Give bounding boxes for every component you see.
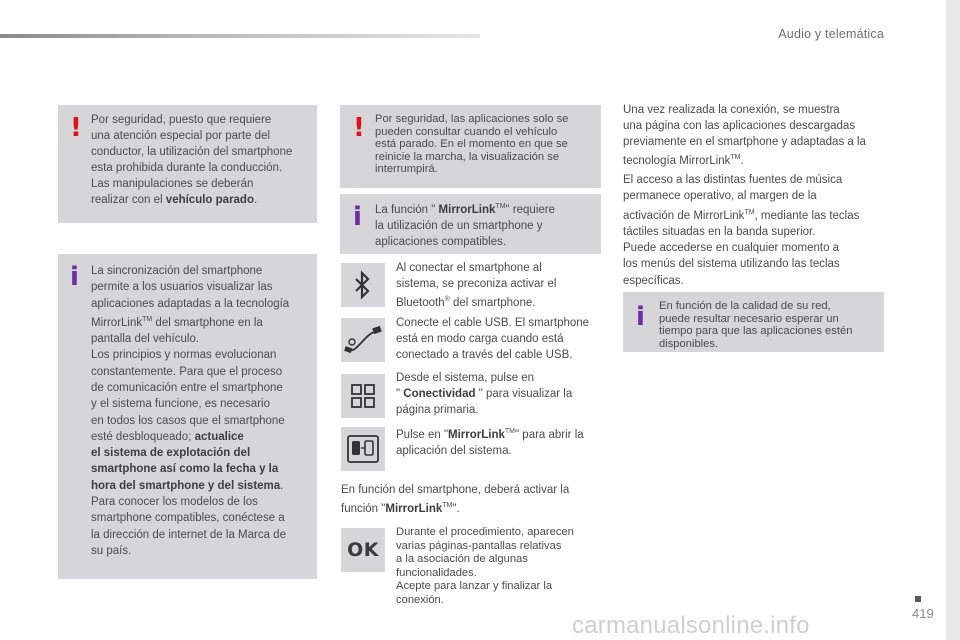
step-bluetooth-text: Al conectar el smartphone al sistema, se preconiza activar el Bluetooth® del smartphone. bbox=[396, 262, 557, 309]
right-paragraph-music: El acceso a las distintas fuentes de música permanece operativo, al margen de la activación de MirrorLink™, mediante las teclas táctiles situadas en la banda superior. Puede accederse en cualquier momento a los menús del sistema utilizando las teclas específicas. bbox=[623, 174, 860, 287]
mirrorlink-icon-tile bbox=[341, 427, 385, 471]
right-info-text: En función de la calidad de su red, puede resultar necesario esperar un tiempo para que las aplicaciones estén disponibles. bbox=[659, 300, 853, 350]
mirrorlink-icon bbox=[345, 433, 381, 465]
watermark: carmanualsonline.info bbox=[572, 612, 810, 639]
right-info-box bbox=[623, 292, 884, 352]
middle-info-text: La función " MirrorLink™" requiere la utilización de un smartphone y aplicaciones compatibles. bbox=[375, 203, 556, 248]
step-ok-text: Durante el procedimiento, aparecen varias páginas-pantallas relativas a la asociación de algunas funcionalidades. Acepte para lanzar y finalizar la conexión. bbox=[396, 526, 574, 606]
ok-icon-tile bbox=[341, 528, 385, 572]
info-i-icon: i bbox=[636, 302, 645, 332]
left-warning-text: Por seguridad, puesto que requiere una atención especial por parte del conductor, la utilización del smartphone esta prohibida durante la conducción. Las manipulaciones se deberán realizar con el vehículo parado. bbox=[91, 114, 293, 206]
left-warning-box bbox=[58, 105, 317, 223]
smartphone-activation-note: En función del smartphone, deberá activar la función "MirrorLink™". bbox=[341, 484, 570, 515]
step-connectivity-text: Desde el sistema, pulse en " Conectividad " para visualizar la página primaria. bbox=[396, 372, 573, 416]
usb-cable-icon-tile bbox=[341, 318, 385, 362]
middle-warning-box bbox=[340, 105, 601, 188]
info-i-icon: i bbox=[353, 202, 362, 232]
page-marker bbox=[915, 596, 921, 602]
middle-info-box bbox=[340, 194, 601, 254]
left-info-text: La sincronización del smartphone permite a los usuarios visualizar las aplicaciones adaptadas a la tecnología MirrorLink™ del smartphone en la pantalla del vehículo. Los principios y normas evolucionan constantemente. Para que el proceso de comunicación entre el smartphone y el sistema funcione, es necesario en todos los casos que el smartphone esté desbloqueado; actualice el sistema de explotación del smartphone así como la fecha y la hora del smartphone y del sistema. Para conocer los modelos de los smartphone compatibles, conéctese a la dirección de internet de la Marca de su país. bbox=[91, 265, 290, 557]
header-gradient-bar bbox=[0, 34, 480, 38]
left-info-box bbox=[58, 254, 317, 579]
step-usb-text: Conecte el cable USB. El smartphone está en modo carga cuando está conectado a través del cable USB. bbox=[396, 317, 590, 361]
warning-exclamation-icon: ! bbox=[70, 113, 82, 143]
info-i-icon: i bbox=[70, 262, 79, 292]
page-number: 419 bbox=[912, 606, 934, 621]
bluetooth-icon-tile bbox=[341, 263, 385, 307]
bluetooth-icon bbox=[351, 270, 375, 300]
page-edge-strip bbox=[946, 0, 960, 640]
usb-cable-icon bbox=[343, 323, 383, 357]
middle-warning-text: Por seguridad, las aplicaciones solo se pueden consultar cuando el vehículo está parado. En el momento en que se reinicie la marcha, la visualización se interrumpirá. bbox=[375, 113, 569, 175]
grid-apps-icon-tile bbox=[341, 374, 385, 418]
section-title: Audio y telemática bbox=[778, 27, 884, 41]
ok-icon: OK bbox=[347, 539, 379, 561]
warning-exclamation-icon: ! bbox=[353, 113, 365, 143]
grid-apps-icon bbox=[350, 383, 376, 409]
step-mirrorlink-text: Pulse en "MirrorLink™" para abrir la aplicación del sistema. bbox=[396, 428, 584, 457]
right-paragraph-connection: Una vez realizada la conexión, se muestra una página con las aplicaciones descargadas previamente en el smartphone y adaptadas a la tecnología MirrorLink™. bbox=[623, 104, 866, 167]
